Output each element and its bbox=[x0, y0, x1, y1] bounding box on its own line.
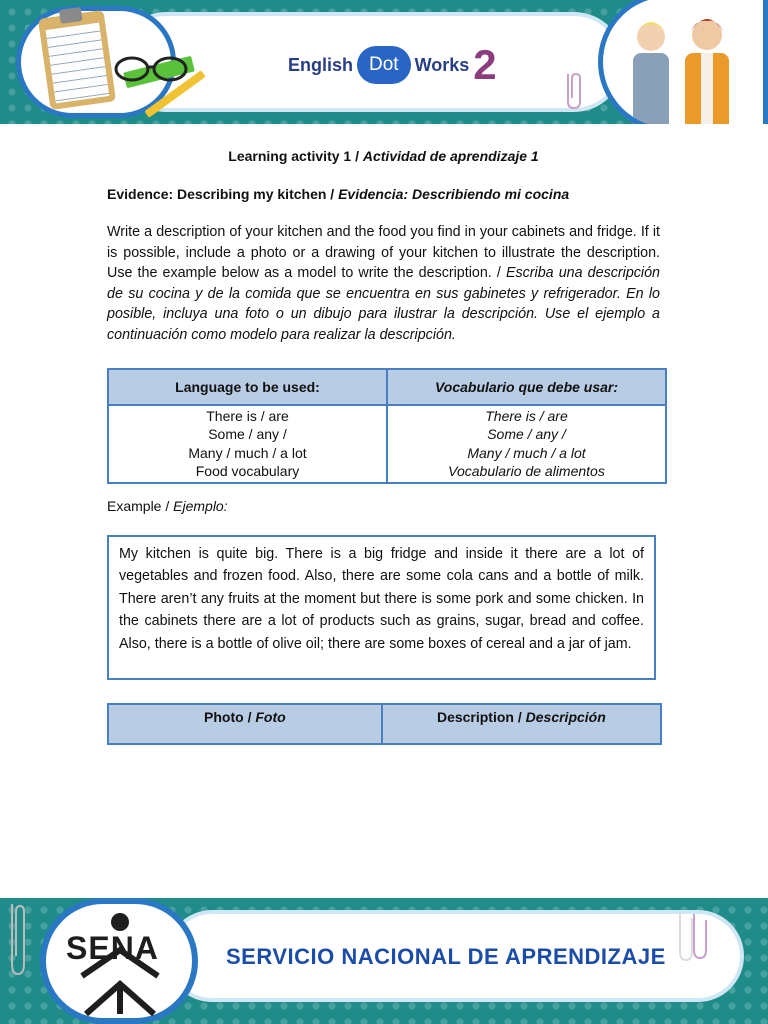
glasses-icon bbox=[112, 54, 192, 84]
evidence-spanish: Evidencia: Describiendo mi cocina bbox=[338, 186, 570, 202]
logo-word-english: English bbox=[288, 54, 354, 75]
description-column-header: Description / Descripción bbox=[382, 704, 661, 744]
language-item: Vocabulario de alimentos bbox=[448, 462, 605, 479]
example-label bbox=[107, 498, 228, 514]
logo-word-dot: Dot bbox=[357, 46, 411, 84]
student-blonde-icon bbox=[627, 9, 675, 124]
language-item: There is / are bbox=[485, 408, 568, 424]
instructions-spanish: Escriba una descripción de su cocina y de la comida que se encuentra en sus gabinetes y refrigerador. En lo posible, incluya una foto o un dibujo para ilustrar la descripción. Use el ejemplo a continuación como modelo para realizar la descripción. bbox=[107, 265, 660, 343]
title-english: Learning activity 1 / bbox=[228, 148, 359, 164]
language-item: Food vocabulary bbox=[195, 462, 300, 479]
activity-title bbox=[107, 148, 660, 164]
language-header-en: Language to be used: bbox=[108, 369, 387, 405]
student-redhead-icon bbox=[677, 5, 737, 124]
english-dot-works-logo bbox=[288, 40, 497, 90]
example-label-es: Ejemplo: bbox=[173, 498, 228, 514]
example-text-box: My kitchen is quite big. There is a big fridge and inside it there are a lot of vegetables and frozen food. Also, there are some cola cans and a bottle of milk. There aren’t any fruits at the moment but there is some pork and some chicken. In the cabinets there are a lot of products such as grains, sugar, bread and coffee. Also, there is a bottle of olive oil; there are some boxes of cereal and a jar of jam. bbox=[107, 535, 656, 680]
language-header-es: Vocabulario que debe usar: bbox=[387, 369, 666, 405]
language-item: Many / much / a lot bbox=[188, 444, 307, 461]
students-illustration bbox=[598, 0, 768, 124]
logo-number: 2 bbox=[473, 41, 497, 88]
language-item: There is / are bbox=[206, 408, 289, 424]
example-label-en: Example / bbox=[107, 498, 174, 514]
language-items-en bbox=[108, 405, 387, 483]
title-spanish: Actividad de aprendizaje 1 bbox=[362, 148, 539, 164]
clipboard-icon bbox=[38, 10, 116, 110]
instructions-paragraph bbox=[107, 222, 660, 345]
paperclip-icon bbox=[560, 68, 590, 112]
document-body bbox=[107, 140, 660, 345]
language-item: Some / any / bbox=[208, 426, 287, 443]
language-table bbox=[107, 368, 667, 484]
instructions-english: Write a description of your kitchen and the food you find in your cabinets and fridge. If it is possible, include a photo or a drawing of your kitchen to illustrate the description. Use the example below as a model to write the description. / bbox=[107, 224, 660, 281]
sena-wordmark: SENA bbox=[66, 930, 159, 966]
photo-description-table bbox=[107, 703, 662, 745]
logo-word-works: Works bbox=[414, 54, 470, 75]
sena-slogan: SERVICIO NACIONAL DE APRENDIZAJE bbox=[226, 944, 666, 969]
evidence-english: Evidence: Describing my kitchen / bbox=[107, 186, 335, 202]
evidence-heading bbox=[107, 186, 660, 202]
photo-column-header: Photo / Foto bbox=[108, 704, 382, 744]
header-banner bbox=[0, 0, 768, 124]
language-item: Many / much / a lot bbox=[467, 444, 586, 461]
language-items-es bbox=[387, 405, 666, 483]
paperclip-icon bbox=[6, 900, 30, 980]
paperclip-icon bbox=[672, 906, 712, 966]
language-item: Some / any / bbox=[487, 426, 566, 443]
